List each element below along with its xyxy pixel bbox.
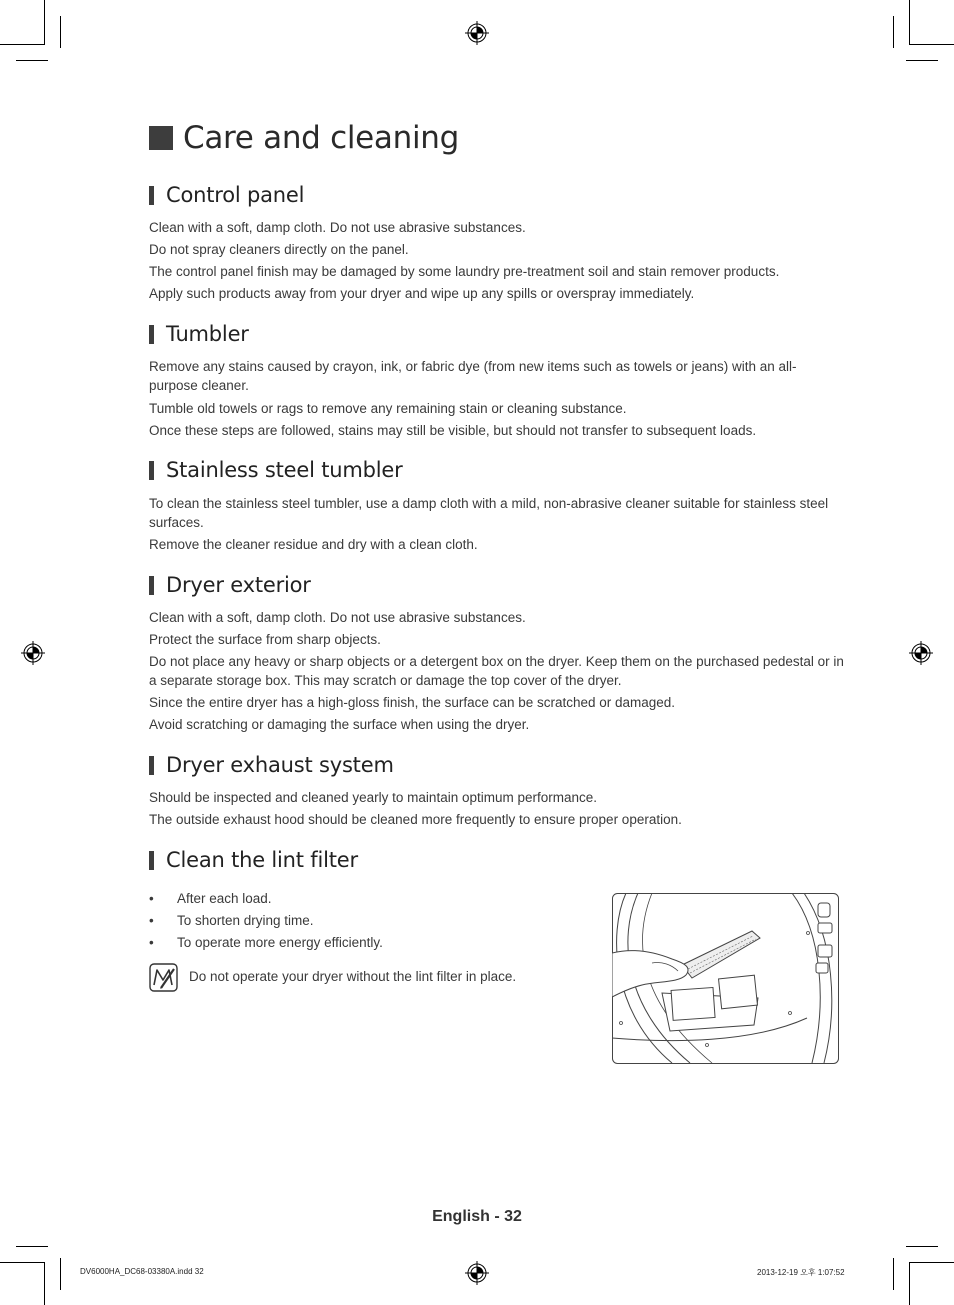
crop-mark — [0, 44, 44, 45]
paragraph: Protect the surface from sharp objects. — [149, 632, 381, 647]
paragraph: Remove any stains caused by crayon, ink, or fabric dye (from new items such as towels or jeans) with an all-purpose cleaner. — [149, 359, 797, 393]
paragraph: Since the entire dryer has a high-gloss finish, the surface can be scratched or damaged. — [149, 695, 676, 710]
section-heading-text: Dryer exhaust system — [166, 753, 394, 777]
crop-mark — [60, 16, 61, 48]
paragraph: To clean the stainless steel tumbler, use a damp cloth with a mild, non-abrasive cleaner suitable for stainless steel surfaces. — [149, 496, 829, 530]
paragraph: Once these steps are followed, stains may still be visible, but should not transfer to subsequent loads. — [149, 423, 757, 438]
heading-marker-icon — [149, 756, 154, 775]
bullet-icon: • — [149, 913, 154, 928]
registration-mark-icon — [465, 21, 489, 45]
crop-mark — [60, 1258, 61, 1290]
paragraph: Avoid scratching or damaging the surface when using the dryer. — [149, 717, 530, 732]
list-item-text: After each load. — [177, 891, 272, 906]
paragraph: Apply such products away from your dryer and wipe up any spills or overspray immediately. — [149, 286, 695, 301]
crop-mark — [909, 0, 910, 45]
heading-marker-icon — [149, 461, 154, 480]
section-heading-dryer-exhaust-system — [149, 753, 394, 777]
crop-mark — [0, 1262, 44, 1263]
crop-mark — [906, 60, 938, 61]
paragraph: Tumble old towels or rags to remove any remaining stain or cleaning substance. — [149, 401, 627, 416]
page-title-block — [149, 120, 459, 156]
section-heading-control-panel — [149, 183, 304, 207]
paragraph: The outside exhaust hood should be cleaned more frequently to ensure proper operation. — [149, 812, 682, 827]
section-heading-text: Stainless steel tumbler — [166, 458, 403, 482]
print-slug-right: 2013-12-19 오후 1:07:52 — [757, 1268, 845, 1277]
list-item-text: To operate more energy efficiently. — [177, 935, 383, 950]
crop-mark — [909, 1262, 910, 1305]
section-heading-text: Control panel — [166, 183, 305, 207]
crop-mark — [906, 1246, 938, 1247]
section-heading-dryer-exterior — [149, 573, 311, 597]
heading-marker-icon — [149, 851, 154, 870]
title-marker-icon — [149, 126, 173, 150]
registration-mark-icon — [909, 641, 933, 665]
registration-mark-icon — [465, 1261, 489, 1285]
note-icon — [149, 963, 178, 992]
section-heading-stainless-steel-tumbler — [149, 458, 403, 482]
note-text: Do not operate your dryer without the lint filter in place. — [189, 969, 517, 984]
section-heading-tumbler — [149, 322, 249, 346]
crop-mark — [910, 1262, 954, 1263]
crop-mark — [893, 16, 894, 48]
paragraph: Do not spray cleaners directly on the panel. — [149, 242, 409, 257]
section-heading-text: Tumbler — [166, 322, 249, 346]
crop-mark — [16, 1246, 48, 1247]
paragraph: The control panel finish may be damaged by some laundry pre-treatment soil and stain remover products. — [149, 264, 780, 279]
paragraph: Should be inspected and cleaned yearly to maintain optimum performance. — [149, 790, 598, 805]
crop-mark — [893, 1258, 894, 1290]
paragraph: Clean with a soft, damp cloth. Do not use abrasive substances. — [149, 220, 526, 235]
page-footer: English - 32 — [432, 1208, 522, 1225]
crop-mark — [44, 1262, 45, 1305]
paragraph: Do not place any heavy or sharp objects or a detergent box on the dryer. Keep them on the purchased pedestal or in a separate storage box. This may scratch or damage the top cover of the dryer. — [149, 654, 844, 688]
section-heading-clean-the-lint-filter — [149, 848, 358, 872]
crop-mark — [910, 44, 954, 45]
lint-filter-illustration — [612, 893, 839, 1064]
section-heading-text: Dryer exterior — [166, 573, 311, 597]
bullet-icon: • — [149, 935, 154, 950]
crop-mark — [16, 60, 48, 61]
page-title: Care and cleaning — [183, 120, 460, 156]
paragraph: Clean with a soft, damp cloth. Do not use abrasive substances. — [149, 610, 526, 625]
registration-mark-icon — [21, 641, 45, 665]
section-heading-text: Clean the lint filter — [166, 848, 358, 872]
heading-marker-icon — [149, 325, 154, 344]
paragraph: Remove the cleaner residue and dry with a clean cloth. — [149, 537, 478, 552]
heading-marker-icon — [149, 186, 154, 205]
print-slug-left: DV6000HA_DC68-03380A.indd 32 — [80, 1267, 204, 1276]
bullet-icon: • — [149, 891, 154, 906]
list-item-text: To shorten drying time. — [177, 913, 314, 928]
heading-marker-icon — [149, 576, 154, 595]
crop-mark — [44, 0, 45, 45]
